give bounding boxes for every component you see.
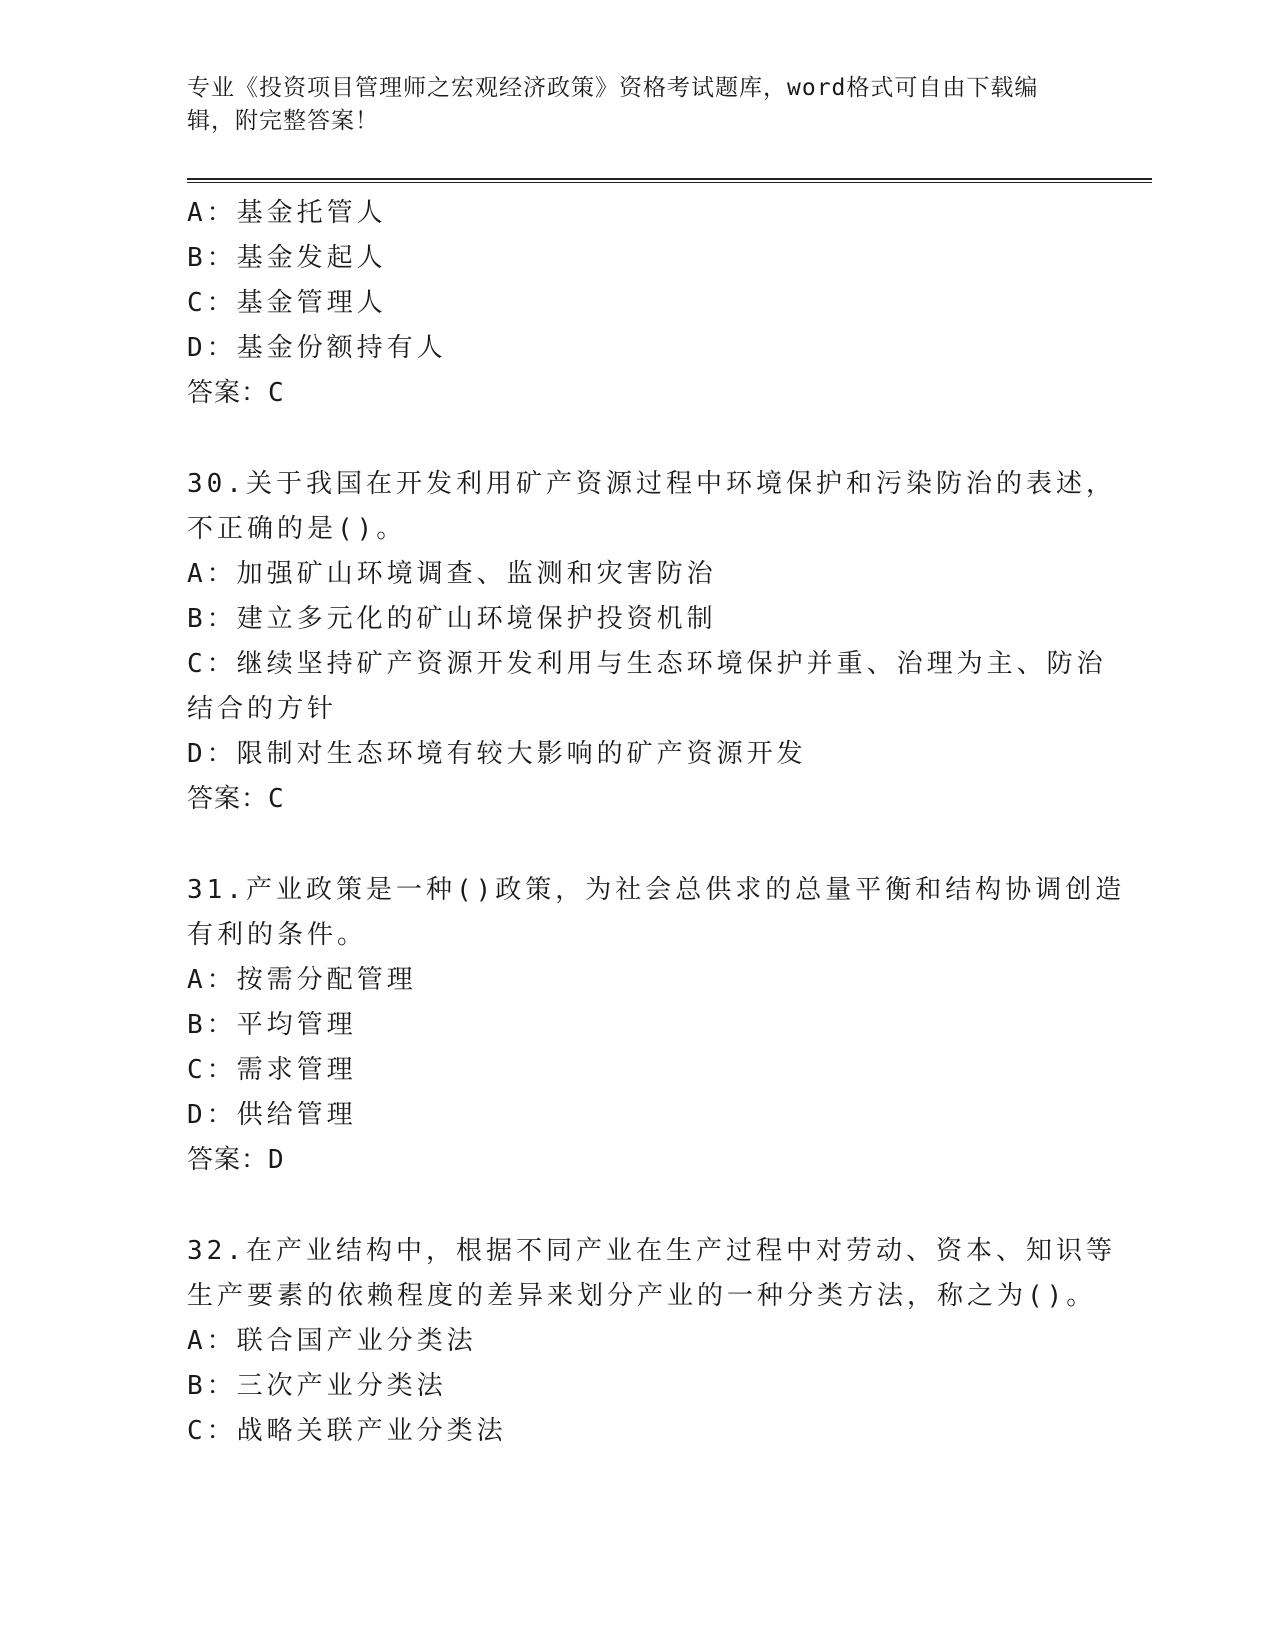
answer-line	[187, 371, 1152, 416]
question-block-30	[187, 462, 1152, 822]
answer-label: 答案：	[187, 784, 269, 814]
option-d: D：供给管理	[187, 1100, 357, 1130]
option-c: C：需求管理	[187, 1055, 357, 1085]
question-text: 30.关于我国在开发利用矿产资源过程中环境保护和污染防治的表述，	[187, 469, 1116, 499]
question-text: 32.在产业结构中，根据不同产业在生产过程中对劳动、资本、知识等	[187, 1236, 1116, 1266]
option-c: C：战略关联产业分类法	[187, 1416, 507, 1446]
option-d: D：基金份额持有人	[187, 333, 447, 363]
answer-label: 答案：	[187, 378, 269, 408]
question-text: 生产要素的依赖程度的差异来划分产业的一种分类方法，称之为()。	[187, 1281, 1097, 1311]
option-b: B：基金发起人	[187, 243, 387, 273]
option-c: C：基金管理人	[187, 288, 387, 318]
document-page	[187, 72, 1152, 1454]
option-c-continued: 结合的方针	[187, 694, 338, 724]
answer-value: C	[268, 378, 285, 408]
option-a: A：按需分配管理	[187, 965, 417, 995]
option-c: C：继续坚持矿产资源开发利用与生态环境保护并重、治理为主、防治	[187, 649, 1107, 679]
option-b: B：平均管理	[187, 1010, 357, 1040]
option-a: A：基金托管人	[187, 198, 387, 228]
option-b: B：三次产业分类法	[187, 1371, 447, 1401]
answer-value: C	[268, 784, 285, 814]
question-block-31	[187, 868, 1152, 1183]
option-d: D：限制对生态环境有较大影响的矿产资源开发	[187, 739, 807, 769]
option-b: B：建立多元化的矿山环境保护投资机制	[187, 604, 717, 634]
question-block-29	[187, 191, 1152, 416]
question-text: 有利的条件。	[187, 920, 368, 950]
answer-line	[187, 1138, 1152, 1183]
answer-line	[187, 777, 1152, 822]
option-a: A：联合国产业分类法	[187, 1326, 477, 1356]
answer-value: D	[268, 1145, 285, 1175]
document-header: 专业《投资项目管理师之宏观经济政策》资格考试题库，word格式可自由下载编辑，附完整答案！	[187, 75, 1039, 134]
question-text: 31.产业政策是一种()政策，为社会总供求的总量平衡和结构协调创造	[187, 875, 1126, 905]
question-text: 不正确的是()。	[187, 514, 407, 544]
option-a: A：加强矿山环境调查、监测和灾害防治	[187, 559, 717, 589]
header-divider	[187, 178, 1152, 183]
answer-label: 答案：	[187, 1145, 269, 1175]
question-block-32	[187, 1229, 1152, 1454]
